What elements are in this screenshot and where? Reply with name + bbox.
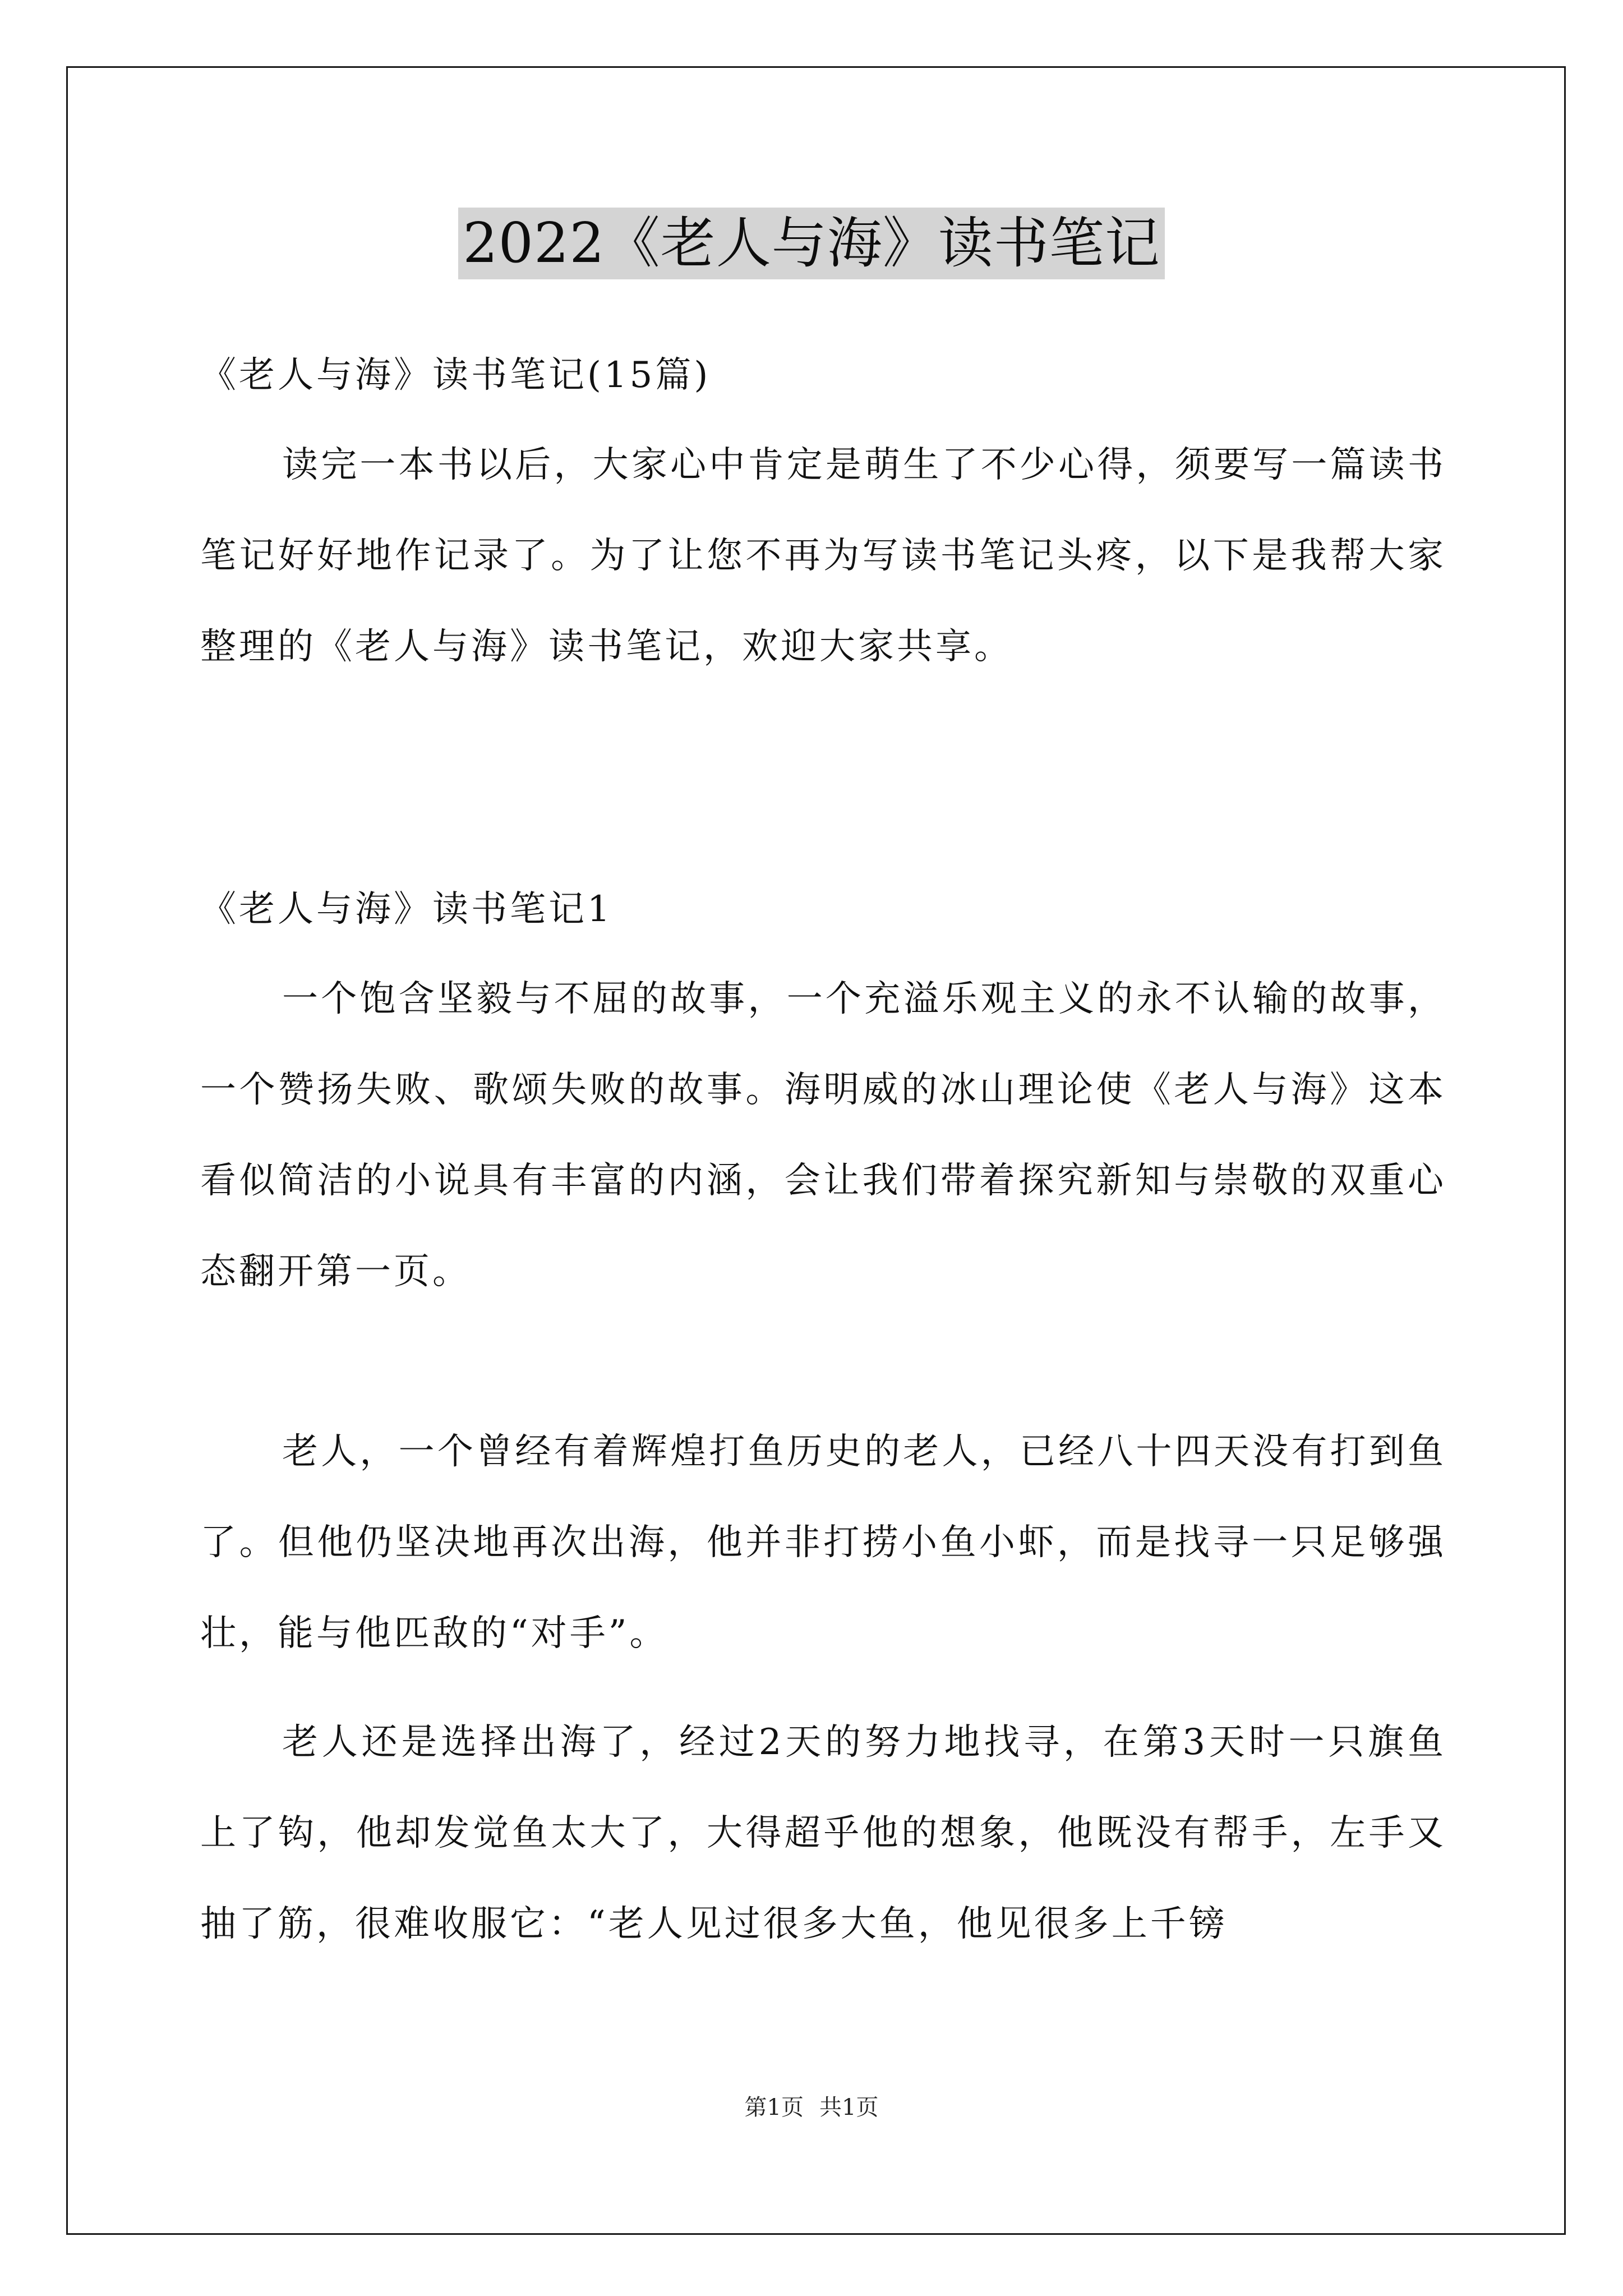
body-paragraph-2: 老人，一个曾经有着辉煌打鱼历史的老人，已经八十四天没有打到鱼了。但他仍坚决地再次出海，他并非打捞小鱼小虾，而是找寻一只足够强壮，能与他匹敌的“对手”。 xyxy=(200,1431,1446,1654)
intro-paragraph: 读完一本书以后，大家心中肯定是萌生了不少心得，须要写一篇读书笔记好好地作记录了。为了让您不再为写读书笔记头疼，以下是我帮大家整理的《老人与海》读书笔记，欢迎大家共享。 xyxy=(200,444,1446,668)
page-total: 共1页 xyxy=(819,2095,879,2120)
section-heading: 《老人与海》读书笔记1 xyxy=(200,889,613,930)
page-number: 第1页 xyxy=(744,2095,804,2120)
title-container xyxy=(0,208,1623,279)
body-paragraph-1: 一个饱含坚毅与不屈的故事，一个充溢乐观主义的永不认输的故事，一个赞扬失败、歌颂失败的故事。海明威的冰山理论使《老人与海》这本看似简洁的小说具有丰富的内涵，会让我们带着探究新知与崇敬的双重心态翻开第一页。 xyxy=(200,978,1446,1292)
document-subtitle: 《老人与海》读书笔记(15篇) xyxy=(200,355,711,396)
body-paragraph-3: 老人还是选择出海了，经过2天的努力地找寻，在第3天时一只旗鱼上了钩，他却发觉鱼太大了，大得超乎他的想象，他既没有帮手，左手又抽了筋，很难收服它：“老人见过很多大鱼，他见很多上千镑 xyxy=(200,1722,1446,1945)
document-title: 2022《老人与海》读书笔记 xyxy=(458,208,1164,279)
page-footer xyxy=(0,2090,1623,2122)
